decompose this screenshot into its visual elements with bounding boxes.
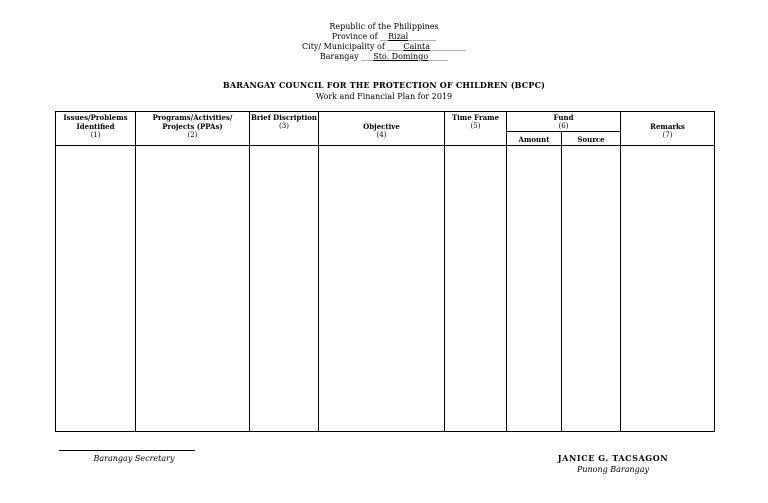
- cell-source: [562, 146, 621, 432]
- header-programs-label: Programs/Activities/ Projects (PPAs): [152, 113, 233, 131]
- barangay-line: Barangay ___Sto. Domingo_____: [319, 52, 449, 61]
- header-time-frame-num: (5): [470, 122, 481, 130]
- header-remarks: [621, 112, 715, 146]
- header-objective-num: (4): [376, 131, 387, 139]
- header-issues-num: (1): [90, 131, 101, 139]
- document-title: [0, 80, 768, 102]
- work-plan-table: [55, 111, 715, 432]
- header-fund-amount: Amount: [507, 132, 562, 146]
- signature-line: [59, 450, 195, 451]
- header-time-frame-label: Time Frame: [451, 113, 500, 122]
- cell-objective: [319, 146, 445, 432]
- cell-remarks: [621, 146, 715, 432]
- header-fund: [507, 112, 621, 132]
- cell-programs: [136, 146, 250, 432]
- header-description-num: (3): [279, 122, 289, 130]
- cell-time-frame: [445, 146, 507, 432]
- barangay-label: Barangay: [319, 52, 359, 61]
- punong-barangay-title: Punong Barangay: [576, 465, 650, 474]
- punong-barangay-name: JANICE G. TACSAGON: [557, 453, 669, 463]
- cell-description: [250, 146, 319, 432]
- header-description: [250, 112, 319, 146]
- header-programs: [136, 112, 250, 146]
- city-value: Cainta: [403, 42, 430, 51]
- main-title: BARANGAY COUNCIL FOR THE PROTECTION OF CHILDREN (BCPC): [222, 80, 546, 90]
- header-objective: [319, 112, 445, 146]
- header-time-frame: [445, 112, 507, 146]
- province-line: Province of __Rizal_______: [331, 32, 437, 41]
- city-line: City/ Municipality of ____Cainta_________: [302, 42, 466, 51]
- table-row: [56, 146, 715, 432]
- city-label: City/ Municipality of: [302, 42, 385, 51]
- sub-title: Work and Financial Plan for 2019: [315, 92, 453, 101]
- secretary-title: Barangay Secretary: [93, 454, 175, 463]
- header-issues: [56, 112, 136, 146]
- header-remarks-label: Remarks: [650, 122, 685, 131]
- header-fund-label: Fund: [553, 113, 574, 122]
- republic-line: Republic of the Philippines: [329, 22, 439, 31]
- barangay-value: Sto. Domingo: [373, 52, 429, 61]
- header-objective-label: Objective: [363, 122, 400, 131]
- cell-amount: [507, 146, 562, 432]
- province-value: Rizal: [388, 32, 409, 41]
- province-label: Province of: [331, 32, 378, 41]
- cell-issues: [56, 146, 136, 432]
- header-programs-num: (2): [187, 131, 198, 139]
- document-header: [0, 22, 768, 62]
- header-description-label: Brief Discription: [251, 113, 317, 122]
- header-remarks-num: (7): [662, 131, 673, 139]
- header-fund-source: Source: [562, 132, 621, 146]
- header-fund-num: (6): [558, 122, 569, 130]
- header-issues-label: Issues/Problems Identified: [63, 113, 128, 131]
